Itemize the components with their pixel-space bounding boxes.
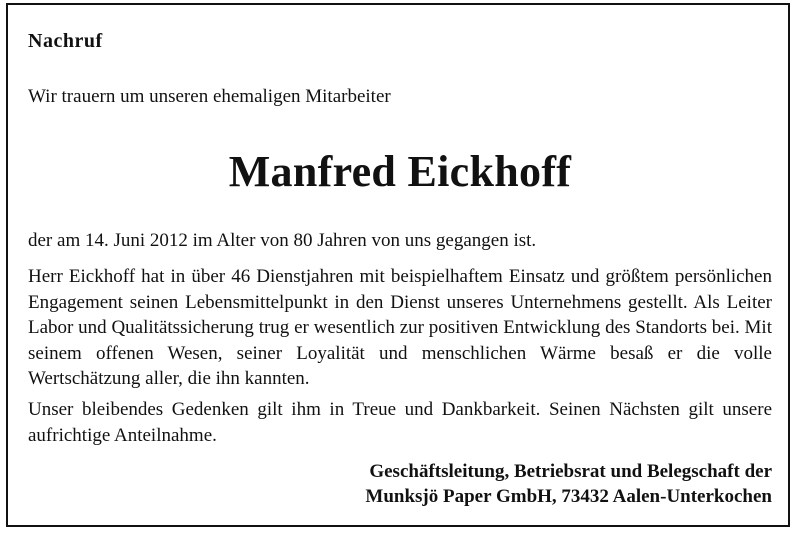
remembrance-paragraph: Unser bleibendes Gedenken gilt ihm in Treue und Dankbarkeit. Seinen Nächsten gilt unsere aufrichtige Anteilnahme. bbox=[28, 399, 772, 446]
tribute-paragraph: Herr Eickhoff hat in über 46 Dienstjahren mit beispielhaftem Einsatz und größtem persönlichen Engagement seinen Lebensmittelpunkt in den Dienst unseres Unternehmens gestellt. Als Leiter Labor und Qualitätssicherung trug er wesentlich zur positiven Entwicklung des Standorts bei. Mit seinem offenen Wesen, seiner Loyalität und menschlichen Wärme besaß er die volle Wertschätzung aller, die ihn kannten. bbox=[28, 266, 772, 389]
death-date-paragraph: der am 14. Juni 2012 im Alter von 80 Jahren von uns gegangen ist. bbox=[28, 230, 537, 251]
intro-text: Wir trauern um unseren ehemaligen Mitarbeiter bbox=[28, 86, 391, 107]
signature-block bbox=[365, 459, 772, 509]
signature-line-2: Munksjö Paper GmbH, 73432 Aalen-Unterkochen bbox=[365, 486, 772, 507]
deceased-name: Manfred Eickhoff bbox=[228, 147, 572, 196]
signature-line-1: Geschäftsleitung, Betriebsrat und Belegschaft der bbox=[369, 461, 772, 482]
obituary-heading: Nachruf bbox=[28, 30, 103, 52]
